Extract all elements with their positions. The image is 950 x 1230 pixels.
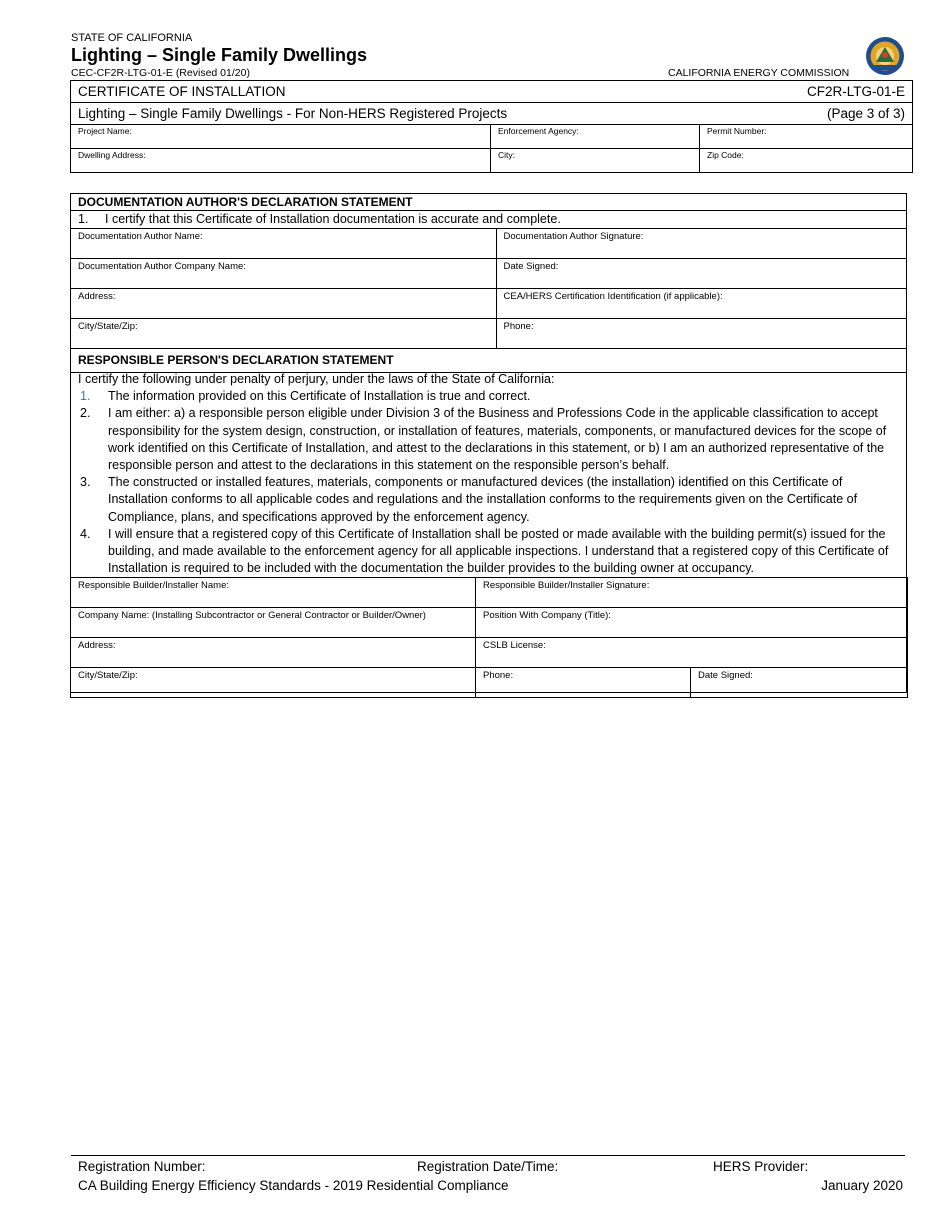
statement-intro: I certify the following under penalty of perjury, under the laws of the State of California: (78, 372, 555, 386)
project-name-field[interactable]: Project Name: (71, 125, 491, 149)
statement-item-text: The constructed or installed features, materials, components or manufactured devices (the installation) identified on this Certificate of Installation conforms to all applicable codes and regulations and the installation conforms to the requirements given on the Certificate of Compliance, plans, and specifications approved by the enforcement agency. (108, 475, 858, 524)
footer-date: January 2020 (821, 1178, 903, 1193)
documentation-author-table (71, 194, 906, 373)
responsible-person-heading: RESPONSIBLE PERSON'S DECLARATION STATEMENT (71, 349, 906, 373)
statement-item (78, 474, 900, 526)
statement-item-number: 1. (80, 389, 91, 404)
agency-name: CALIFORNIA ENERGY COMMISSION (668, 67, 850, 79)
builder-phone-field[interactable]: Phone: (476, 668, 691, 698)
builder-city-state-zip-field[interactable]: City/State/Zip: (71, 668, 476, 698)
permit-number-field[interactable]: Permit Number: (700, 125, 913, 149)
documentation-author-phone-field[interactable]: Phone: (496, 319, 906, 349)
statement-item-text: The information provided on this Certificate of Installation is true and correct. (108, 389, 531, 404)
position-field[interactable]: Position With Company (Title): (476, 608, 908, 638)
registration-datetime-label: Registration Date/Time: (417, 1159, 559, 1174)
statement-item (78, 526, 900, 578)
state-label: STATE OF CALIFORNIA (71, 32, 193, 44)
standards-label: CA Building Energy Efficiency Standards - 2019 Residential Compliance (78, 1178, 509, 1193)
documentation-author-heading: DOCUMENTATION AUTHOR'S DECLARATION STATEMENT (71, 194, 906, 211)
statement-item-text: I will ensure that a registered copy of this Certificate of Installation shall be posted or made available with the building permit(s) issued for the building, and made available to the enforcement agency for all applicable inspections. I understand that a registered copy of this Certificate of Installation is required to be included with the documentation the builder provides to the building owner at occupancy. (108, 526, 889, 576)
statement-item-number: 4. (80, 526, 91, 541)
documentation-author-address-field[interactable]: Address: (71, 289, 496, 319)
enforcement-agency-field[interactable]: Enforcement Agency: (491, 125, 700, 149)
cea-hers-certification-field[interactable]: CEA/HERS Certification Identification (if applicable): (496, 289, 906, 319)
documentation-author-name-field[interactable]: Documentation Author Name: (71, 229, 496, 259)
page-number: (Page 3 of 3) (700, 103, 913, 125)
documentation-author-signature-field[interactable]: Documentation Author Signature: (496, 229, 906, 259)
dwelling-address-field[interactable]: Dwelling Address: (71, 149, 491, 173)
california-energy-commission-seal-icon (862, 36, 908, 76)
statement-item-text: I am either: a) a responsible person eligible under Division 3 of the Business and Professions Code in the applicable classification to accept responsibility for the system design, construction, or installation of features, materials, components, or manufactured devices for the scope of work identified on this Certificate of Installation, and attest to the declarations in this statement, or b) I am an authorized representative of the responsible person and attest to the declarations in this statement on the responsible person’s behalf. (108, 406, 887, 473)
responsible-person-table (70, 577, 908, 698)
form-subtitle: Lighting – Single Family Dwellings - For Non-HERS Registered Projects (71, 103, 700, 125)
registration-number-label: Registration Number: (78, 1159, 206, 1174)
builder-date-signed-field[interactable]: Date Signed: (691, 668, 908, 698)
footer-divider (71, 1155, 905, 1156)
statement-item-number: 3. (80, 475, 91, 490)
documentation-author-statement (71, 211, 906, 229)
form-code: CF2R-LTG-01-E (700, 81, 913, 103)
company-name-field[interactable]: Company Name: (Installing Subcontractor or General Contractor or Builder/Owner) (71, 608, 476, 638)
documentation-author-city-state-zip-field[interactable]: City/State/Zip: (71, 319, 496, 349)
documentation-author-statement-text: I certify that this Certificate of Installation documentation is accurate and complete. (105, 212, 561, 226)
documentation-author-statement-number: 1. (78, 212, 89, 226)
builder-name-field[interactable]: Responsible Builder/Installer Name: (71, 578, 476, 608)
documentation-author-company-field[interactable]: Documentation Author Company Name: (71, 259, 496, 289)
statement-item (78, 405, 900, 474)
builder-signature-field[interactable]: Responsible Builder/Installer Signature: (476, 578, 908, 608)
form-title: Lighting – Single Family Dwellings (71, 45, 368, 65)
statement-list (78, 388, 900, 577)
statement-item (78, 388, 900, 405)
zip-code-field[interactable]: Zip Code: (700, 149, 913, 173)
city-field[interactable]: City: (491, 149, 700, 173)
hers-provider-label: HERS Provider: (713, 1159, 809, 1174)
form-info-table (70, 80, 913, 173)
form-revision-id: CEC-CF2R-LTG-01-E (Revised 01/20) (71, 67, 250, 79)
builder-address-field[interactable]: Address: (71, 638, 476, 668)
certificate-type: CERTIFICATE OF INSTALLATION (71, 81, 700, 103)
responsible-person-statement (78, 371, 900, 577)
statement-item-number: 2. (80, 406, 91, 421)
cslb-license-field[interactable]: CSLB License: (476, 638, 908, 668)
documentation-author-date-signed-field[interactable]: Date Signed: (496, 259, 906, 289)
